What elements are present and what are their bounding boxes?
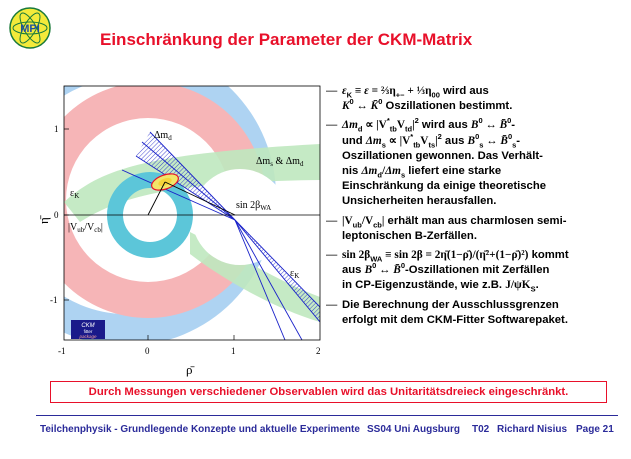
bullet-line: $\sin 2\beta_{WA} \equiv \sin 2\beta$ = 2η̄(1−ρ̄)/(η̄²+(1−ρ̄)²) kommt xyxy=(342,249,569,264)
svg-text:package: package xyxy=(79,334,97,339)
bullet-dash: — xyxy=(326,119,338,132)
footer-uni: SS04 Uni Augsburg xyxy=(367,424,460,435)
bullet-line: Einschränkung da einige theoretische xyxy=(342,180,547,193)
footer-code: T02 xyxy=(472,424,490,435)
dms-dmd-label: $\Delta m_s$ & $\Delta m_d$ xyxy=(256,156,304,168)
sin2b-label: $\sin 2\beta_{WA}$ xyxy=(236,200,272,212)
dmd-label: $\Delta m_d$ xyxy=(154,130,172,142)
footer-author: Richard Nisius xyxy=(497,424,568,435)
bullet-dash: — xyxy=(326,298,338,311)
bullet-dash: — xyxy=(326,85,338,97)
bullet-line: Die Berechnung der Ausschlussgrenzen xyxy=(342,298,559,311)
bullet-line: aus $B^0$ ↔ B̄$^0$-Oszillationen mit Zerfällen xyxy=(342,261,550,277)
bullet-line: $\varepsilon_K \equiv \varepsilon$ = $\frac{2}{3}\eta_{+-}$ + $\frac{1}{3}\eta_{00}$ wird aus xyxy=(342,85,489,100)
bullet-line: in CP-Eigenzustände, wie z.B. $J/\psi K_S$. xyxy=(342,279,539,294)
bullet-item xyxy=(326,248,626,294)
x-tick-0: 0 xyxy=(145,346,150,356)
bullet-list xyxy=(326,84,626,332)
bullet-line: erfolgt mit dem CKM-Fitter Softwarepaket. xyxy=(342,313,568,326)
footer-page: Page 21 xyxy=(576,424,614,435)
x-tick-minus1: -1 xyxy=(58,346,66,356)
y-tick-minus1: -1 xyxy=(50,295,58,305)
x-tick-1: 1 xyxy=(231,346,236,356)
y-tick-1: 1 xyxy=(54,124,59,134)
bullet-line: nis $\Delta m_d/\Delta m_s$ liefert eine starke xyxy=(342,165,502,180)
summary-box: Durch Messungen verschiedener Observablen wird das Unitaritätsdreieck eingeschränkt. xyxy=(50,381,607,403)
bullet-line: $\Delta m_d \propto |V^*_{tb}V_{td}|^2$ wird aus $B^0$ ↔ B̄$^0$- xyxy=(342,116,516,134)
bullet-line: Oszillationen gewonnen. Das Verhält- xyxy=(342,149,543,162)
ckm-fitter-logo xyxy=(71,320,105,339)
bullet-line: Unsicherheiten herausfallen. xyxy=(342,195,497,208)
footer-course: Teilchenphysik - Grundlegende Konzepte und aktuelle Experimente xyxy=(40,424,360,435)
eta-axis-label: η̄ xyxy=(36,217,51,224)
bullet-item xyxy=(326,84,626,114)
y-tick-0: 0 xyxy=(54,210,59,220)
svg-text:fitter: fitter xyxy=(83,329,93,334)
bullet-line: leptonischen B-Zerfällen. xyxy=(342,229,477,242)
ckm-constraint-plot xyxy=(36,82,325,382)
epsk-label-right: $\varepsilon_K$ xyxy=(290,268,300,280)
x-tick-2: 2 xyxy=(316,346,321,356)
epsk-label-left: $\varepsilon_K$ xyxy=(70,188,80,200)
bullet-item xyxy=(326,118,626,209)
logo-text: MPI xyxy=(20,23,40,35)
bullet-dash: — xyxy=(326,249,338,262)
svg-text:CKM: CKM xyxy=(81,323,95,329)
mpi-logo xyxy=(8,6,52,50)
bullet-line: $|V_{ub}/V_{cb}|$ erhält man aus charmlosen semi- xyxy=(342,214,567,229)
bullet-dash: — xyxy=(326,214,338,227)
bullet-item xyxy=(326,214,626,244)
bullet-line: und $\Delta m_s \propto |V^*_{tb}V_{ts}|^2$ aus $B^0_s$ ↔ B̄$^0_s$- xyxy=(342,131,521,149)
bullet-line: $K^0$ ↔ K̄$^0$ Oszillationen bestimmt. xyxy=(342,97,513,113)
vub-vcb-label: $|V_{ub}/V_{cb}|$ xyxy=(68,222,103,234)
slide-title: Einschränkung der Parameter der CKM-Matrix xyxy=(100,30,473,49)
footer-rule xyxy=(36,415,618,416)
rho-axis-label: ρ̄ xyxy=(186,362,193,377)
bullet-item xyxy=(326,298,626,328)
